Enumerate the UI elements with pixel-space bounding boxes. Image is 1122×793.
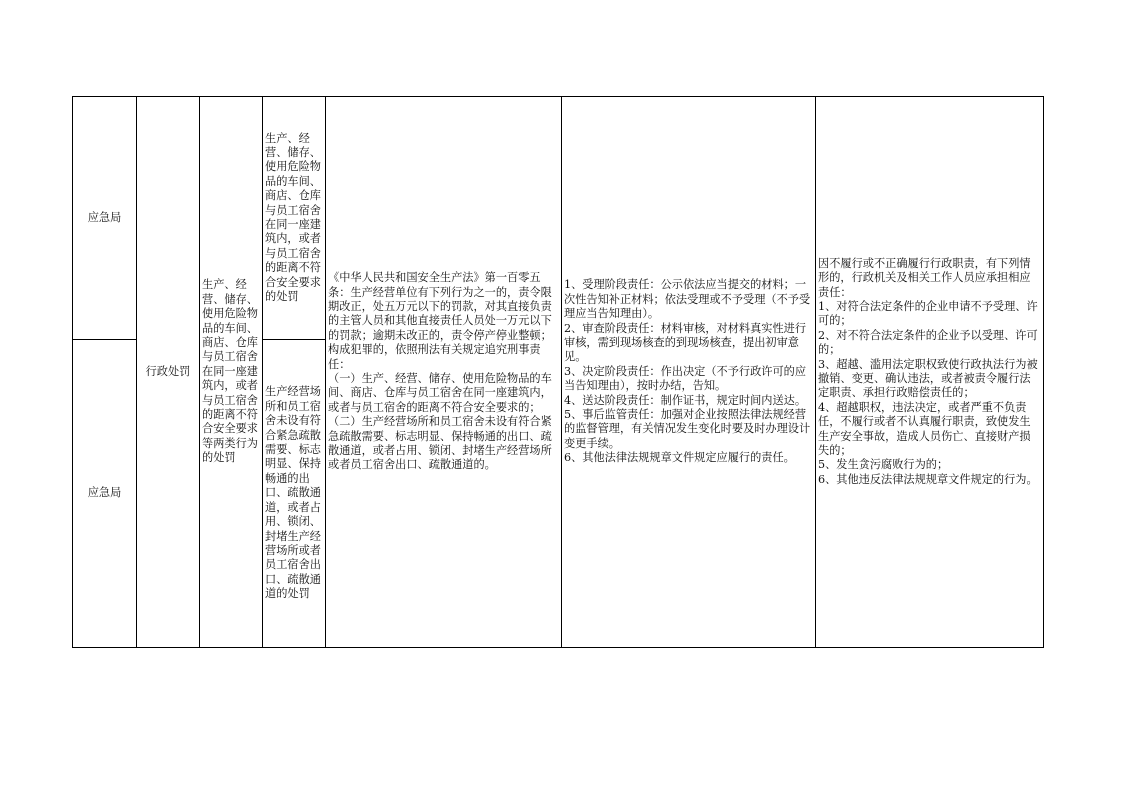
power-list-table [72, 96, 1044, 648]
department-cell: 应急局 [73, 97, 137, 340]
responsibility-items-cell: 1、受理阶段责任：公示依法应当提交的材料；一次性告知补正材料；依法受理或不予受理（不予受理应当告知理由）。 2、审查阶段责任：材料审核，对材料真实性进行审核，需到现场核查的到现场核查，提出初审意见。 3、决定阶段责任：作出决定（不予行政许可的应当告知理由），按时办结，告知。 4、送达阶段责任：制作证书，规定时间内送达。 5、事后监管责任：加强对企业按照法律法规经营的监督管理，有关情况发生变化时要及时办理设计变更手续。 6、其他法律法规规章文件规定应履行的责任。 [562, 97, 816, 648]
table-row [73, 97, 1044, 340]
sub-item-cell: 生产、经营、储存、使用危险物品的车间、商店、仓库与员工宿舍在同一座建筑内，或者与员工宿舍的距离不符合安全要求的处罚 [263, 97, 326, 340]
sub-item-cell: 生产经营场所和员工宿舍未设有符合紧急疏散需要、标志明显、保持畅通的出口、疏散通道，或者占用、锁闭、封堵生产经营场所或者员工宿舍出口、疏散通道的处罚 [263, 340, 326, 648]
department-cell: 应急局 [73, 340, 137, 648]
power-item-name-cell: 生产、经营、储存、使用危险物品的车间、商店、仓库与员工宿舍在同一座建筑内，或者与员工宿舍的距离不符合安全要求等两类行为的处罚 [200, 97, 263, 648]
accountability-cell: 因不履行或不正确履行行政职责，有下列情形的，行政机关及相关工作人员应承担相应责任： 1、对符合法定条件的企业申请不予受理、许可的； 2、对不符合法定条件的企业予以受理、许可的； 3、超越、滥用法定职权致使行政执法行为被撤销、变更、确认违法，或者被责令履行法定职责、承担行政赔偿责任的； 4、超越职权，违法决定，或者严重不负责任，不履行或者不认真履行职责，致使发生生产安全事故，造成人员伤亡、直接财产损失的； 5、发生贪污腐败行为的； 6、其他违反法律法规规章文件规定的行为。 [816, 97, 1044, 648]
legal-basis-cell: 《中华人民共和国安全生产法》第一百零五条：生产经营单位有下列行为之一的，责令限期改正，处五万元以下的罚款，对其直接负责的主管人员和其他直接责任人员处一万元以下的罚款；逾期未改正的，责令停产停业整顿；构成犯罪的，依照刑法有关规定追究刑事责任： （一）生产、经营、储存、使用危险物品的车间、商店、仓库与员工宿舍在同一座建筑内，或者与员工宿舍的距离不符合安全要求的； （二）生产经营场所和员工宿舍未设有符合紧急疏散需要、标志明显、保持畅通的出口、疏散通道，或者占用、锁闭、封堵生产经营场所或者员工宿舍出口、疏散通道的。 [326, 97, 562, 648]
power-category-cell: 行政处罚 [137, 97, 200, 648]
